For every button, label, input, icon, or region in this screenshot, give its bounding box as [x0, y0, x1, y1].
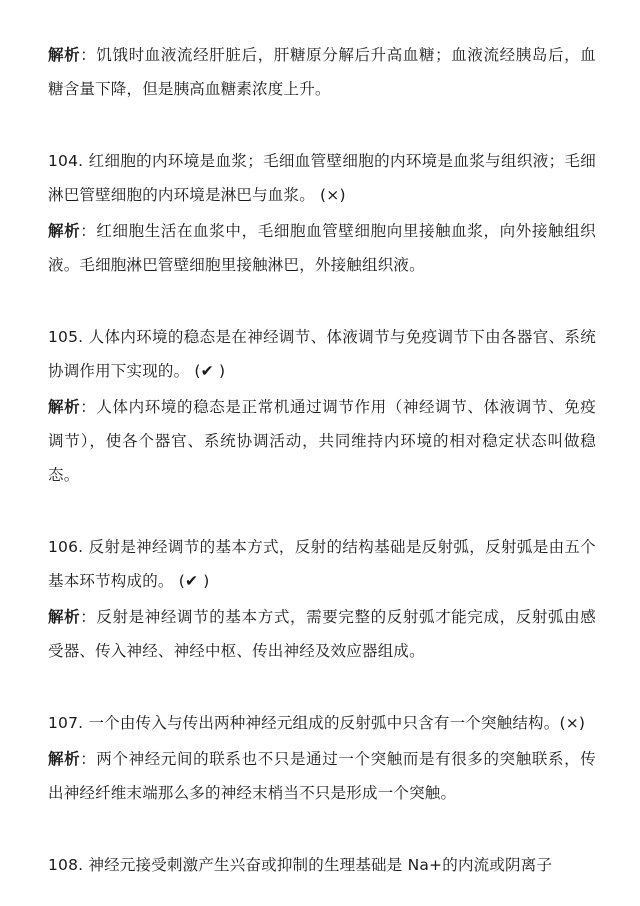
analysis-text: ：反射是神经调节的基本方式，需要完整的反射弧才能完成，反射弧由感受器、传入神经、神经中枢、传出神经及效应器组成。 — [48, 608, 596, 660]
question-106: 106. 反射是神经调节的基本方式，反射的结构基础是反射弧，反射弧是由五个基本环节构成的。 (✔ ) — [48, 538, 596, 590]
question-108: 108. 神经元接受刺激产生兴奋或抑制的生理基础是 Na+的内流或阴离子 — [48, 856, 553, 874]
analysis-103 — [48, 38, 596, 106]
analysis-label: 解析 — [48, 222, 81, 240]
analysis-107 — [48, 742, 596, 810]
analysis-label: 解析 — [48, 750, 81, 768]
analysis-text: ：两个神经元间的联系也不只是通过一个突触而是有很多的突触联系，传出神经纤维末端那么多的神经末梢当不只是形成一个突触。 — [48, 750, 596, 802]
analysis-text: ：红细胞生活在血浆中，毛细胞血管壁细胞向里接触血浆，向外接触组织液。毛细胞淋巴管壁细胞里接触淋巴，外接触组织液。 — [48, 222, 596, 274]
analysis-label: 解析 — [48, 46, 81, 64]
question-104: 104. 红细胞的内环境是血浆；毛细血管壁细胞的内环境是血浆与组织液；毛细淋巴管壁细胞的内环境是淋巴与血浆。 (×) — [48, 152, 596, 204]
analysis-105 — [48, 390, 596, 492]
analysis-label: 解析 — [48, 398, 81, 416]
question-105: 105. 人体内环境的稳态是在神经调节、体液调节与免疫调节下由各器官、系统协调作用下实现的。 (✔ ) — [48, 328, 596, 380]
document-page — [48, 38, 596, 882]
question-107: 107. 一个由传入与传出两种神经元组成的反射弧中只含有一个突触结构。(×) — [48, 714, 586, 732]
analysis-text: ：饥饿时血液流经肝脏后，肝糖原分解后升高血糖；血液流经胰岛后，血糖含量下降，但是胰高血糖素浓度上升。 — [48, 46, 596, 98]
analysis-104 — [48, 214, 596, 282]
analysis-106 — [48, 600, 596, 668]
analysis-text: ：人体内环境的稳态是正常机通过调节作用（神经调节、体液调节、免疫调节），使各个器官、系统协调活动，共同维持内环境的相对稳定状态叫做稳态。 — [48, 398, 596, 484]
analysis-label: 解析 — [48, 608, 81, 626]
